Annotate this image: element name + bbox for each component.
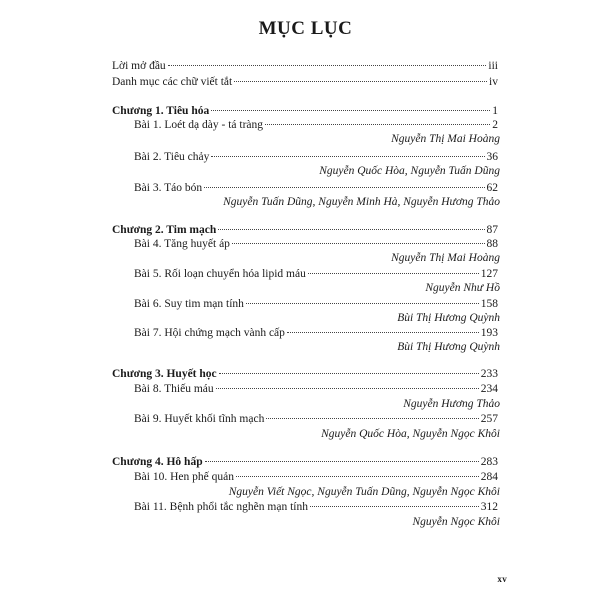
leader-dots — [211, 110, 490, 111]
lesson-page: 88 — [486, 238, 498, 250]
toc-lesson-11 — [112, 500, 498, 514]
entry-page: iii — [488, 60, 498, 72]
lesson-page: 62 — [486, 182, 498, 194]
lesson-authors: Bùi Thị Hương Quỳnh — [397, 341, 500, 353]
lesson-authors: Nguyễn Viết Ngọc, Nguyễn Tuấn Dũng, Nguyễn Ngọc Khôi — [228, 486, 500, 498]
leader-dots — [205, 461, 479, 462]
toc-lesson-1 — [112, 118, 498, 132]
toc-lesson-6 — [112, 297, 498, 311]
chapter-label: Chương 2. Tim mạch — [112, 224, 217, 236]
toc-entry-abbreviations — [112, 75, 498, 89]
leader-dots — [265, 124, 490, 125]
toc-lesson-4 — [112, 237, 498, 251]
chapter-page: 283 — [480, 456, 498, 468]
lesson-label: Bài 9. Huyết khối tĩnh mạch — [134, 413, 265, 425]
chapter-label: Chương 1. Tiêu hóa — [112, 105, 210, 117]
leader-dots — [308, 273, 479, 274]
lesson-page: 127 — [480, 268, 498, 280]
lesson-label: Bài 2. Tiêu chảy — [134, 151, 210, 163]
lesson-authors: Nguyễn Như Hồ — [425, 282, 500, 294]
leader-dots — [287, 332, 479, 333]
lesson-page: 193 — [480, 327, 498, 339]
entry-page: iv — [489, 76, 498, 88]
lesson-authors: Bùi Thị Hương Quỳnh — [397, 312, 500, 324]
leader-dots — [204, 187, 484, 188]
toc-lesson-10 — [112, 470, 498, 484]
leader-dots — [266, 418, 478, 419]
toc-lesson-5 — [112, 267, 498, 281]
toc-lesson-2 — [112, 150, 498, 164]
lesson-authors: Nguyễn Hương Thảo — [403, 398, 500, 410]
lesson-page: 36 — [486, 151, 498, 163]
lesson-authors: Nguyễn Quốc Hòa, Nguyễn Ngọc Khôi — [321, 428, 500, 440]
leader-dots — [219, 373, 479, 374]
lesson-page: 312 — [480, 501, 498, 513]
lesson-page: 284 — [480, 471, 498, 483]
toc-chapter-4 — [112, 455, 498, 469]
lesson-authors: Nguyễn Quốc Hòa, Nguyễn Tuấn Dũng — [319, 165, 500, 177]
lesson-label: Bài 8. Thiếu máu — [134, 383, 214, 395]
toc-lesson-8 — [112, 382, 498, 396]
page-number: xv — [497, 574, 507, 584]
entry-label: Danh mục các chữ viết tắt — [112, 76, 233, 88]
lesson-label: Bài 7. Hội chứng mạch vành cấp — [134, 327, 285, 339]
lesson-label: Bài 10. Hen phế quản — [134, 471, 234, 483]
leader-dots — [168, 65, 487, 66]
lesson-authors: Nguyễn Thị Mai Hoàng — [391, 133, 500, 145]
toc-lesson-3 — [112, 181, 498, 195]
leader-dots — [218, 229, 484, 230]
leader-dots — [232, 243, 485, 244]
leader-dots — [246, 303, 479, 304]
lesson-label: Bài 11. Bệnh phổi tắc nghẽn mạn tính — [134, 501, 308, 513]
entry-label: Lời mở đầu — [112, 60, 166, 72]
toc-chapter-1 — [112, 104, 498, 118]
lesson-label: Bài 1. Loét dạ dày - tá tràng — [134, 119, 264, 131]
chapter-label: Chương 3. Huyết học — [112, 368, 217, 380]
chapter-page: 87 — [486, 224, 498, 236]
leader-dots — [310, 506, 479, 507]
lesson-authors: Nguyễn Tuấn Dũng, Nguyễn Minh Hà, Nguyễn Hương Thảo — [223, 196, 500, 208]
lesson-page: 234 — [480, 383, 498, 395]
toc-lesson-7 — [112, 326, 498, 340]
lesson-label: Bài 6. Suy tim mạn tính — [134, 298, 244, 310]
lesson-page: 158 — [480, 298, 498, 310]
lesson-authors: Nguyễn Ngọc Khôi — [412, 516, 500, 528]
chapter-page: 233 — [480, 368, 498, 380]
toc-entry-preface — [112, 59, 498, 73]
lesson-authors: Nguyễn Thị Mai Hoàng — [391, 252, 500, 264]
lesson-label: Bài 3. Táo bón — [134, 182, 203, 194]
toc-lesson-9 — [112, 412, 498, 426]
leader-dots — [216, 388, 479, 389]
toc-chapter-2 — [112, 223, 498, 237]
page-title: MỤC LỤC — [258, 18, 353, 39]
chapter-label: Chương 4. Hô hấp — [112, 456, 203, 468]
lesson-label: Bài 4. Tăng huyết áp — [134, 238, 230, 250]
lesson-page: 257 — [480, 413, 498, 425]
leader-dots — [236, 476, 479, 477]
toc-chapter-3 — [112, 367, 498, 381]
lesson-label: Bài 5. Rối loạn chuyển hóa lipid máu — [134, 268, 306, 280]
chapter-page: 1 — [492, 105, 498, 117]
leader-dots — [234, 81, 487, 82]
leader-dots — [211, 156, 484, 157]
lesson-page: 2 — [492, 119, 498, 131]
